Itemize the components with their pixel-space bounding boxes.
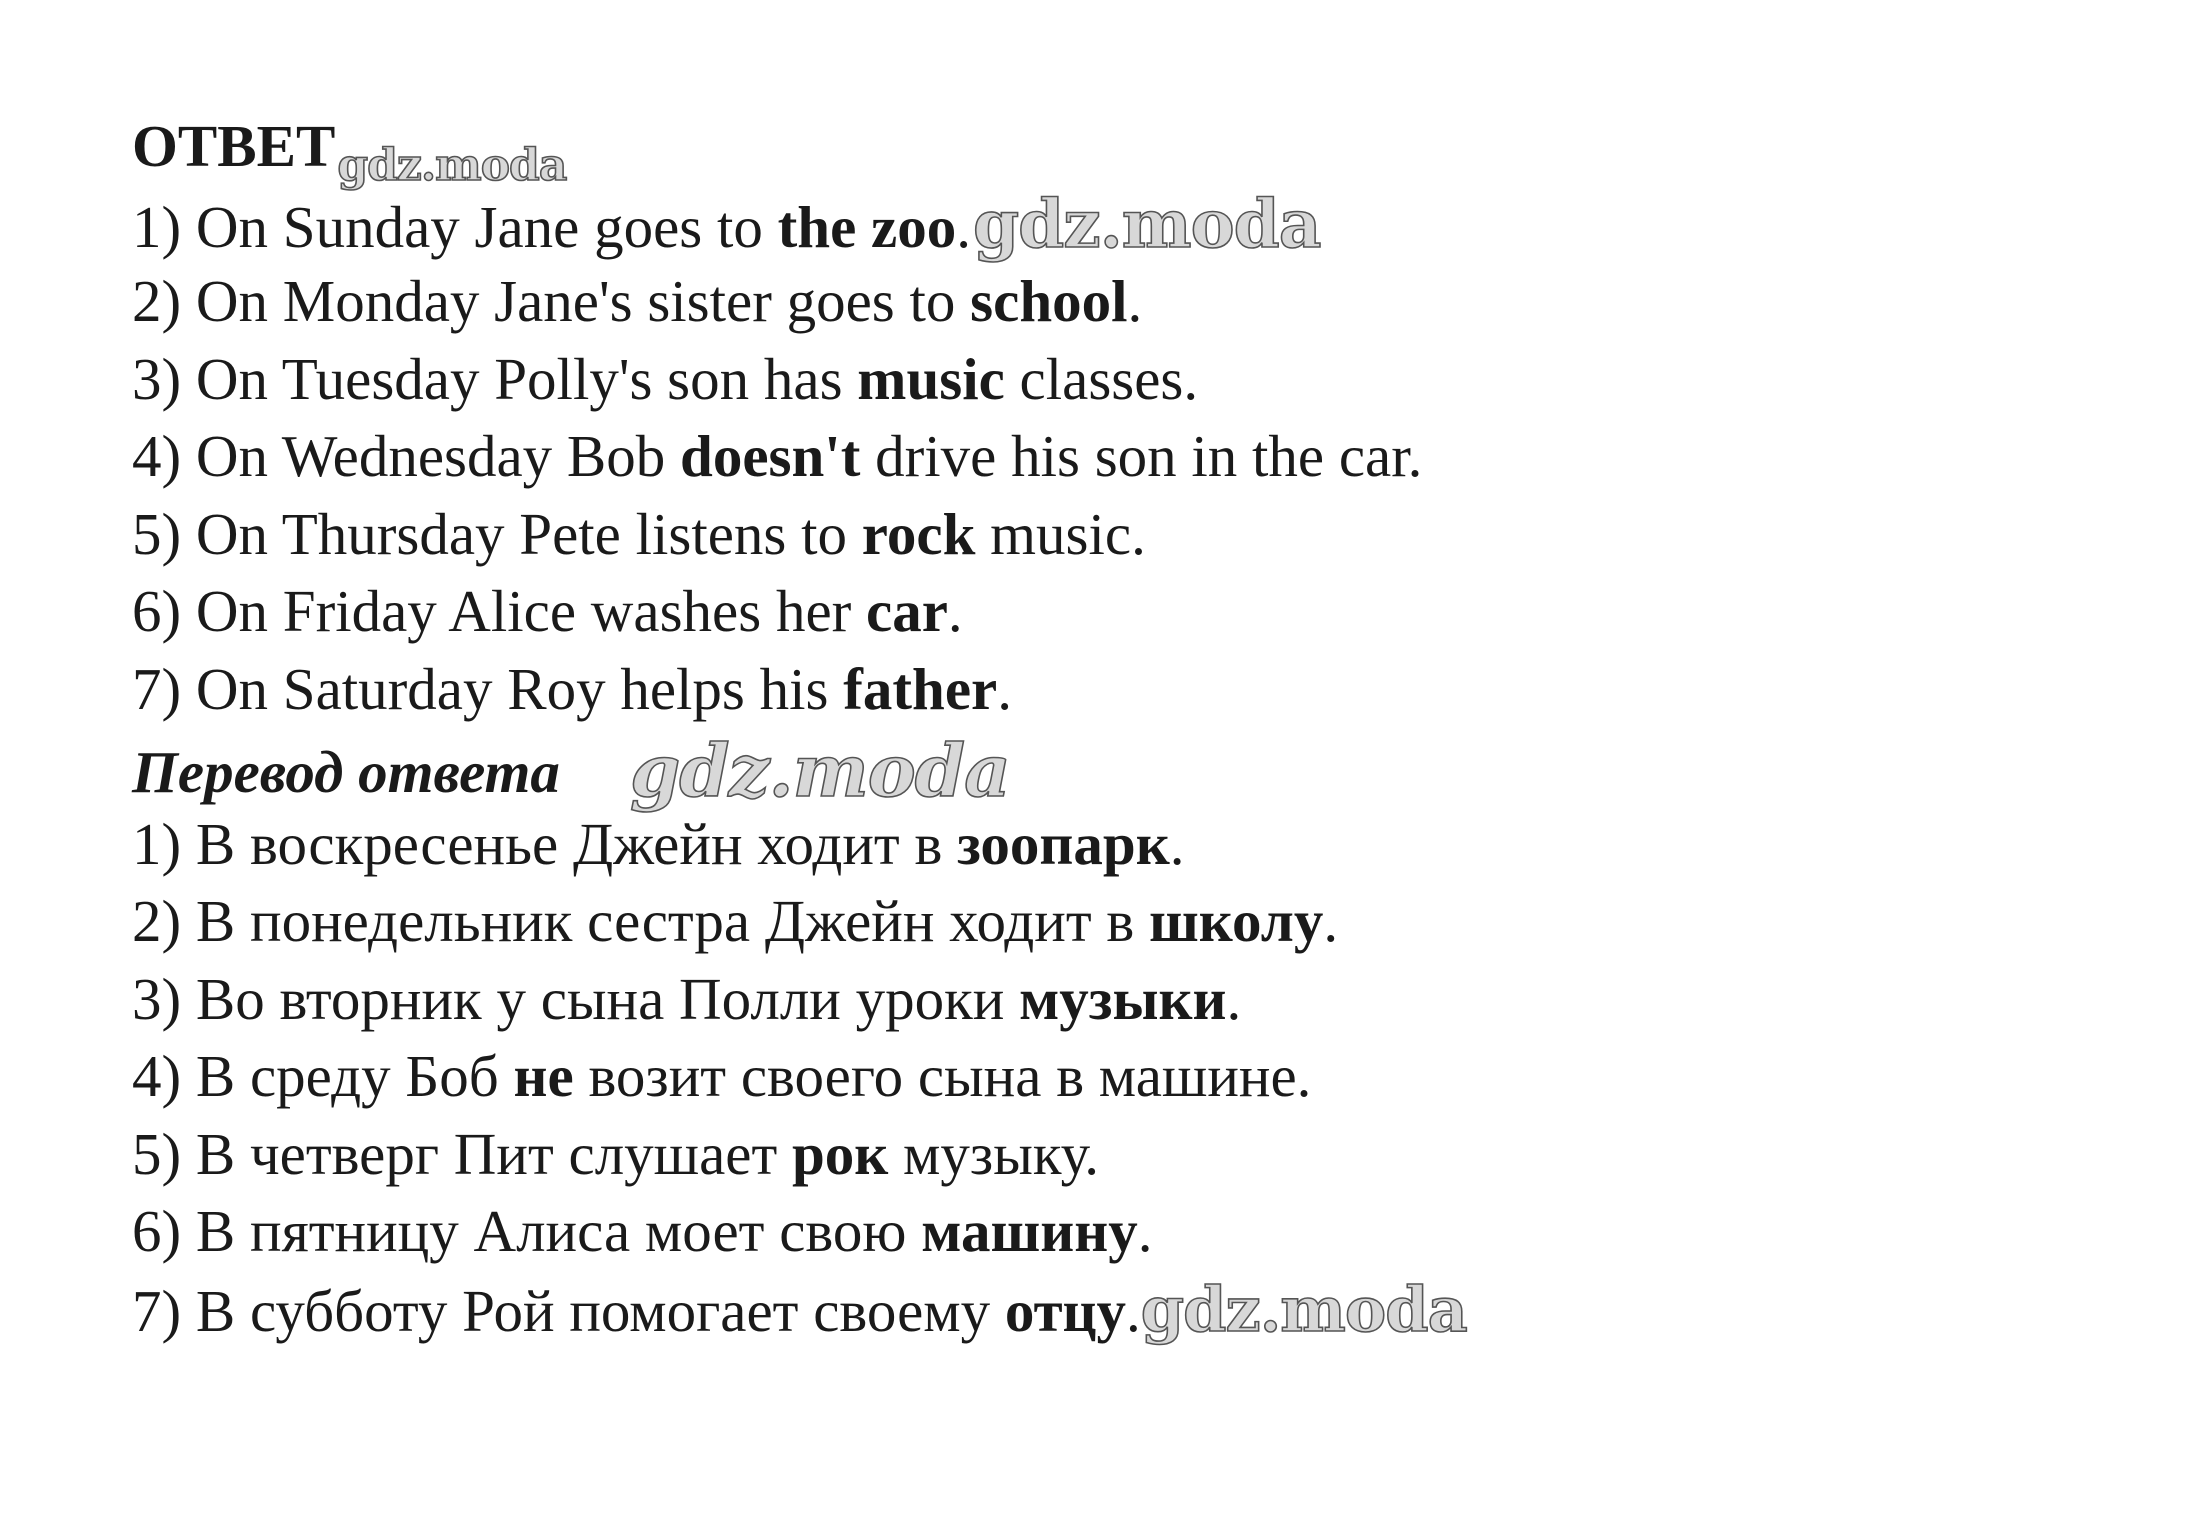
russian-line-6: 6) В пятницу Алиса моет свою машину. [132, 1198, 1153, 1264]
answer-word: car [866, 578, 948, 644]
answer-word: зоопарк [957, 810, 1170, 877]
watermark-logo: gdz.moda [337, 140, 567, 191]
answer-heading-line [132, 108, 2132, 191]
answer-word: школу [1148, 888, 1324, 954]
answer-heading: ОТВЕТ [132, 113, 336, 179]
russian-line-5: 5) В четверг Пит слушает рок музыку. [132, 1120, 1100, 1187]
watermark-logo: gdz.moda [629, 728, 1010, 813]
answer-word: father [843, 655, 998, 722]
answer-page [132, 108, 2132, 1348]
english-line-2: 2) On Monday Jane's sister goes to school. [132, 268, 1143, 334]
russian-line-1: 1) В воскресенье Джейн ходит в зоопарк. [132, 810, 1185, 877]
answer-word: отцу [1004, 1277, 1127, 1344]
english-line-6: 6) On Friday Alice washes her car. [132, 578, 963, 644]
answer-word: the zoo [777, 193, 957, 260]
answer-word: music [857, 345, 1005, 412]
russian-line-4: 4) В среду Боб не возит своего сына в машине. [132, 1043, 1312, 1109]
watermark-logo: gdz.moda [1140, 1272, 1467, 1346]
english-line-4: 4) On Wednesday Bob doesn't drive his son in the car. [132, 423, 1423, 489]
english-line-5: 5) On Thursday Pete listens to rock music. [132, 500, 1146, 567]
english-line-1: 1) On Sunday Jane goes to the zoo.gdz.moda [132, 184, 1321, 263]
answer-word: doesn't [680, 423, 861, 489]
translation-heading-line [132, 728, 2132, 813]
english-line-3: 3) On Tuesday Polly's son has music classes. [132, 345, 1199, 412]
answer-word: музыки [1019, 965, 1227, 1032]
english-line-7: 7) On Saturday Roy helps his father. [132, 655, 1012, 722]
answer-word: машину [921, 1198, 1138, 1264]
translation-heading: Перевод ответа [132, 739, 560, 805]
answer-word: rock [861, 500, 976, 567]
russian-line-7: 7) В субботу Рой помогает своему отцу.gdz.moda [132, 1271, 2132, 1349]
answer-word: не [513, 1043, 574, 1109]
answer-word: school [970, 268, 1128, 334]
watermark-logo: gdz.moda [972, 184, 1321, 263]
russian-line-2: 2) В понедельник сестра Джейн ходит в школу. [132, 888, 1339, 954]
answer-word: рок [791, 1120, 889, 1187]
russian-line-3: 3) Во вторник у сына Полли уроки музыки. [132, 965, 1242, 1032]
